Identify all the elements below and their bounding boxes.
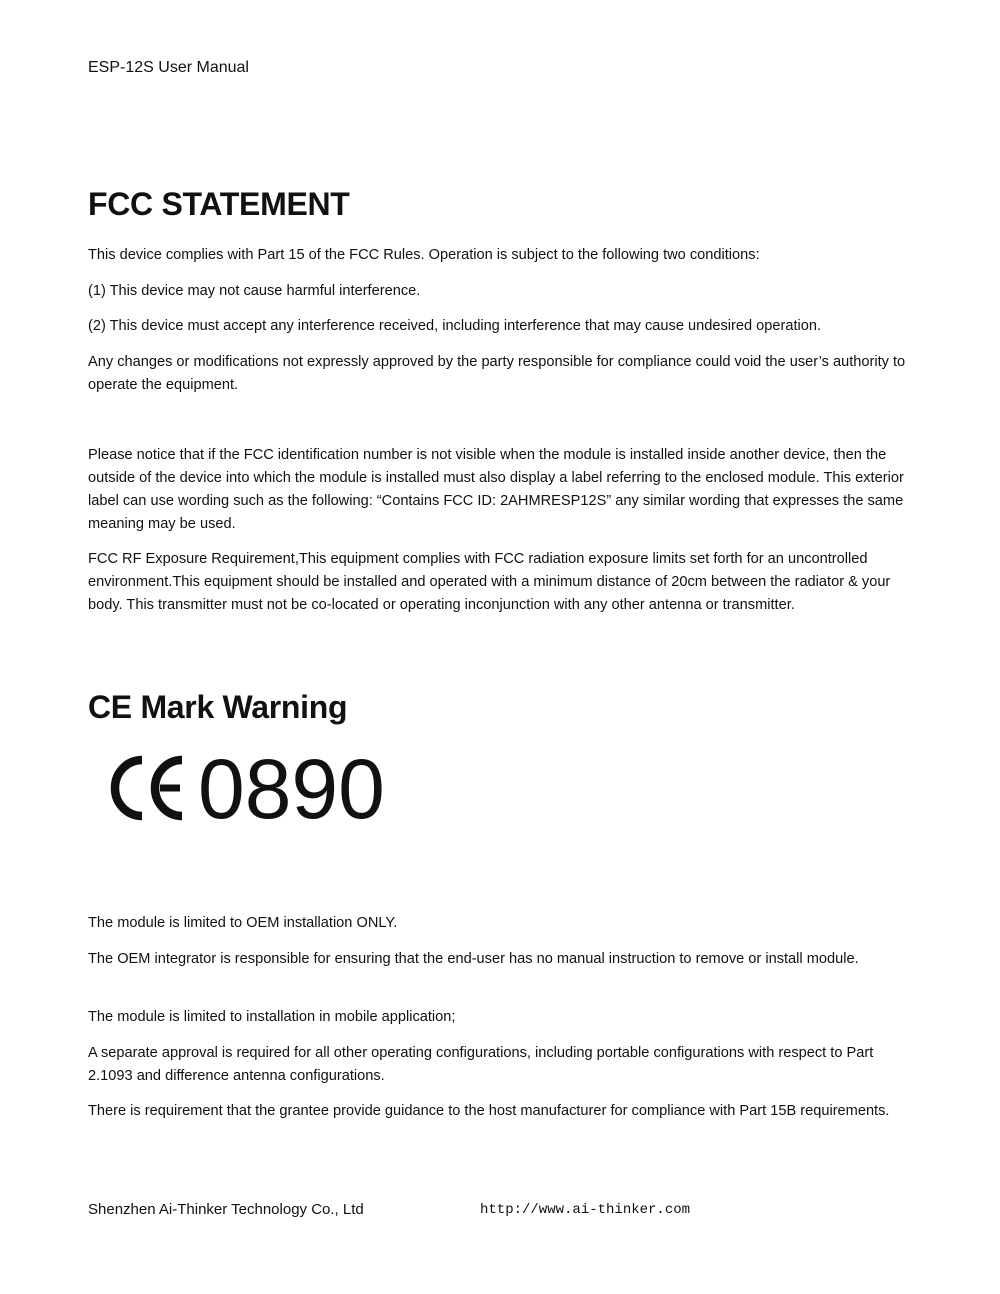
fcc-paragraph: (1) This device may not cause harmful interference. [88, 283, 421, 299]
fcc-paragraph: This device complies with Part 15 of the FCC Rules. Operation is subject to the following two conditions: [88, 247, 760, 263]
fcc-statement-heading: FCC STATEMENT [88, 186, 350, 222]
footer-company: Shenzhen Ai-Thinker Technology Co., Ltd [88, 1201, 364, 1218]
fcc-paragraph: Please notice that if the FCC identification number is not visible when the module is installed inside another device, then the outside of the device into which the module is installed must also display a label referring to the enclosed module. This exterior label can use wording such as the following: “Contains FCC ID: 2AHMRESP12S” any similar wording that expresses the same meaning may be used. [88, 447, 904, 532]
ce-paragraph: The module is limited to installation in mobile application; [88, 1009, 456, 1025]
footer-url: http://www.ai-thinker.com [480, 1202, 691, 1218]
running-header: ESP-12S User Manual [88, 59, 249, 76]
ce-paragraph: The OEM integrator is responsible for ensuring that the end-user has no manual instruction to remove or install module. [88, 951, 859, 967]
ce-notified-body-number: 0890 [198, 746, 385, 830]
ce-c-glyph [115, 760, 142, 816]
fcc-paragraph: Any changes or modifications not expressly approved by the party responsible for compliance could void the user’s authority to operate the equipment. [88, 354, 906, 393]
fcc-paragraph: FCC RF Exposure Requirement,This equipment complies with FCC radiation exposure limits set forth for an uncontrolled environment.This equipment should be installed and operated with a minimum distance of 20cm between the radiator & your body. This transmitter must not be co-located or operating inconjunction with any other antenna or transmitter. [88, 551, 891, 613]
ce-paragraph: There is requirement that the grantee provide guidance to the host manufacturer for compliance with Part 15B requirements. [88, 1103, 890, 1119]
fcc-paragraph: (2) This device must accept any interference received, including interference that may cause undesired operation. [88, 318, 822, 334]
ce-paragraph: A separate approval is required for all other operating configurations, including portable configurations with respect to Part 2.1093 and difference antenna configurations. [88, 1045, 874, 1084]
ce-paragraph: The module is limited to OEM installation ONLY. [88, 915, 398, 931]
ce-mark-warning-heading: CE Mark Warning [88, 689, 348, 725]
ce-mark-logo [94, 746, 414, 830]
